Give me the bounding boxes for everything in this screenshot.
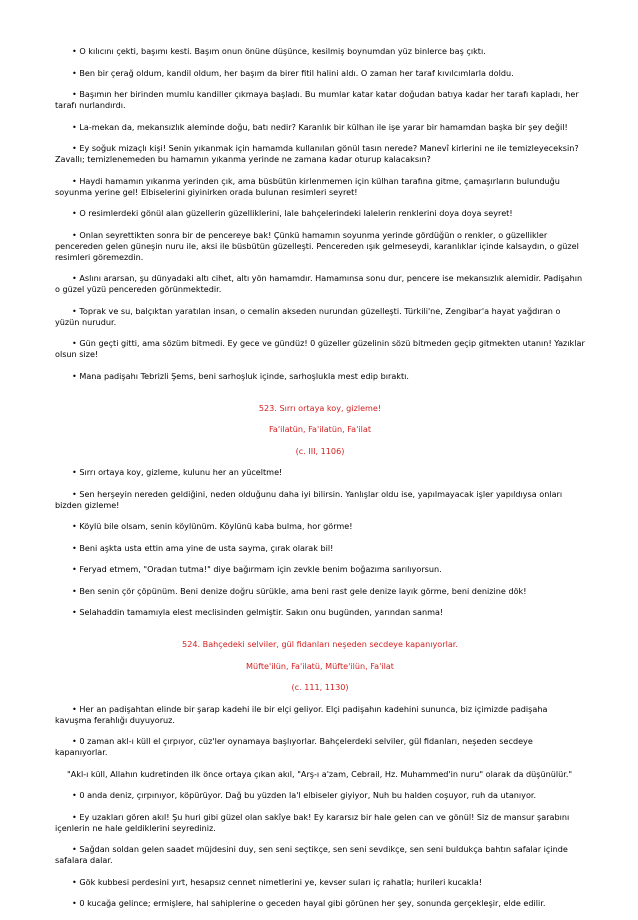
paragraph: • Sen herşeyin nereden geldiğini, neden olduğunu daha iyi bilirsin. Yanlışlar oldu ise, yapılmayacak işler yapıldıysa onları bizden gizleme! bbox=[55, 488, 563, 510]
paragraph: • Feryad etmem, "Oradan tutma!" diye bağırmam için zevkle benim boğazıma sarılıyorsun. bbox=[72, 564, 442, 574]
paragraph: • Mana padişahı Tebrizli Şems, beni sarhoşluk içinde, sarhoşlukla mest edip bıraktı. bbox=[72, 370, 409, 381]
paragraph: • Onlan seyrettikten sonra bir de pencereye bak! Çünkü hamamın soyunma yerinde gördüğün o renkler, o güzellikler pencereden gelen güneşin nuru ile, aksi ile büsbütün güzelleşti. Pencereden ışık gelmeseydi, karanlıklar içinde kalsaydın, o güzel resimleri göremezdin. bbox=[55, 229, 579, 262]
paragraph: • Toprak ve su, balçıktan yaratılan insan, o cemalin akseden nurundan güzelleşti. Türkili'ne, Zengibar'a hayat yağdıran o yüzün nurudur. bbox=[55, 305, 561, 327]
section-meter: Fa'ilatün, Fa'ilatün, Fa'ilat bbox=[269, 424, 371, 434]
paragraph: • Sağdan soldan gelen saadet müjdesini duy, sen seni seçtikçe, sen seni sevdikçe, sen seni buldukça bahtın safalar içinde safalara dalar. bbox=[55, 844, 568, 865]
paragraph: • Selahaddin tamamıyla elest meclisinden gelmiştir. Sakın onu bugünden, yarından sanma! bbox=[72, 607, 444, 617]
paragraph: • O resimlerdeki gönül alan güzellerin güzelliklerini, lale bahçelerindeki lalelerin renklerini doya doya seyret! bbox=[72, 208, 513, 218]
section-intro bbox=[55, 46, 585, 382]
section-reference: (c. III, 1106) bbox=[295, 445, 345, 456]
section-meter: Müfte'ilün, Fa'ilatü, Müfte'ilün, Fa'ilat bbox=[246, 660, 394, 671]
document-page bbox=[55, 46, 585, 920]
paragraph: • Aslını ararsan, şu dünyadaki altı cihet, altı yön hamamdır. Hamamınsa sonu dur, pencere ise mekansızlık alemidir. Padişahın o güzel yüzü pencereden görünmektedir. bbox=[55, 273, 583, 294]
paragraph: • 0 kucağa gelince; ermişlere, hal sahiplerine o geceden hayal gibi görünen her şey, sonunda gerçekleşir, elde edilir. bbox=[72, 898, 546, 908]
paragraph: • Gün geçti gitti, ama sözüm bitmedi. Ey gece ve gündüz! 0 güzeller güzelinin sözü bitmeden geçip gitmekten utanın! Yazıklar olsun size! bbox=[55, 338, 585, 359]
section-524-body bbox=[55, 704, 585, 910]
paragraph: • Ben bir çerağ oldum, kandil oldum, her başım da birer fitil halini aldı. O zaman her taraf kıvılcımlarla doldu. bbox=[72, 67, 514, 78]
section-reference: (c. 111, 1130) bbox=[291, 682, 349, 692]
paragraph: • Ey soğuk mizaçlı kişi! Senin yıkanmak için hamamda kullanılan gönül tasın nerede? Manevî kirlerini ne ile temizleyeceksin? Zavallı; temizlenemeden bu hamamın yıkanma yerinde ne zamana kadar oturup kalacaksın? bbox=[55, 143, 579, 164]
paragraph: • Her an padişahtan elinde bir şarap kadehi ile bir elçi geliyor. Elçi padişahın kadehini sununca, biz içimizde padişaha kavuşma ferahlığı duyuyoruz. bbox=[55, 703, 548, 725]
paragraph: • 0 zaman akl-ı küll el çırpıyor, cüz'ler oynamaya başlıyorlar. Bahçelerdeki selviler, gül fidanları, neşeden secdeye kapanıyorlar. bbox=[55, 736, 533, 757]
quote-paragraph: "Akl-ı küll, Allahın kudretinden ilk önce ortaya çıkan akıl, "Arş-ı a'zam, Cebrail, Hz. Muhammed'in nuru" olarak da düşünülür." bbox=[67, 768, 573, 779]
section-523-heading bbox=[55, 403, 585, 457]
paragraph: • Gök kubbesi perdesini yırt, hesapsız cennet nimetlerini ye, kevser suları iç rahatla; hurileri kucakla! bbox=[72, 876, 483, 887]
section-523-body bbox=[55, 467, 585, 618]
paragraph: • Ey uzakları gören akıl! Şu huri gibi güzel olan sakîye bak! Ey kararsız bir hale gelen can ve gönül! Siz de mansur şarabını içenlerin ne hale geldiklerini seyrediniz. bbox=[55, 811, 570, 833]
section-title: 523. Sırrı ortaya koy, gizleme! bbox=[258, 402, 382, 413]
paragraph: • Haydi hamamın yıkanma yerinden çık, ama büsbütün kirlenmemen için külhan tarafına gitme, çamaşırların bulunduğu soyunma yerine gel! Elbiselerini giyinirken orada bulunan resimleri seyret! bbox=[55, 175, 560, 197]
section-524-heading bbox=[55, 639, 585, 693]
paragraph: • Ben senin çör çöpünüm. Beni denize doğru sürükle, ama beni rast gele denize layık görme, beni denizine dök! bbox=[72, 585, 527, 596]
paragraph: • Başımın her birinden mumlu kandiller çıkmaya başladı. Bu mumlar katar katar doğudan batıya kadar her tarafı kapladı, her tarafı nurlandırdı. bbox=[55, 89, 579, 110]
paragraph: • La-mekan da, mekansızlık aleminde doğu, batı nedir? Karanlık bir külhan ile işe yarar bir hamamdan başka bir şey değil! bbox=[72, 121, 568, 132]
paragraph: • O kılıcını çekti, başımı kesti. Başım onun önüne düşünce, kesilmiş boynumdan yüz binlerce baş çıktı. bbox=[72, 46, 486, 56]
section-title: 524. Bahçedeki selviler, gül fidanları neşeden secdeye kapanıyorlar. bbox=[182, 639, 458, 649]
paragraph: • Beni aşkta usta ettin ama yine de usta sayma, çırak olarak bil! bbox=[72, 542, 334, 553]
paragraph: • 0 anda deniz, çırpınıyor, köpürüyor. Dağ bu yüzden la'l elbiseler giyiyor, Nuh bu halden coşuyor, ruh da utanıyor. bbox=[72, 790, 537, 800]
paragraph: • Köylü bile olsam, senin köylünüm. Köylünü kaba bulma, hor görme! bbox=[72, 521, 353, 531]
paragraph: • Sırrı ortaya koy, gizleme, kulunu her an yüceltme! bbox=[72, 467, 283, 477]
